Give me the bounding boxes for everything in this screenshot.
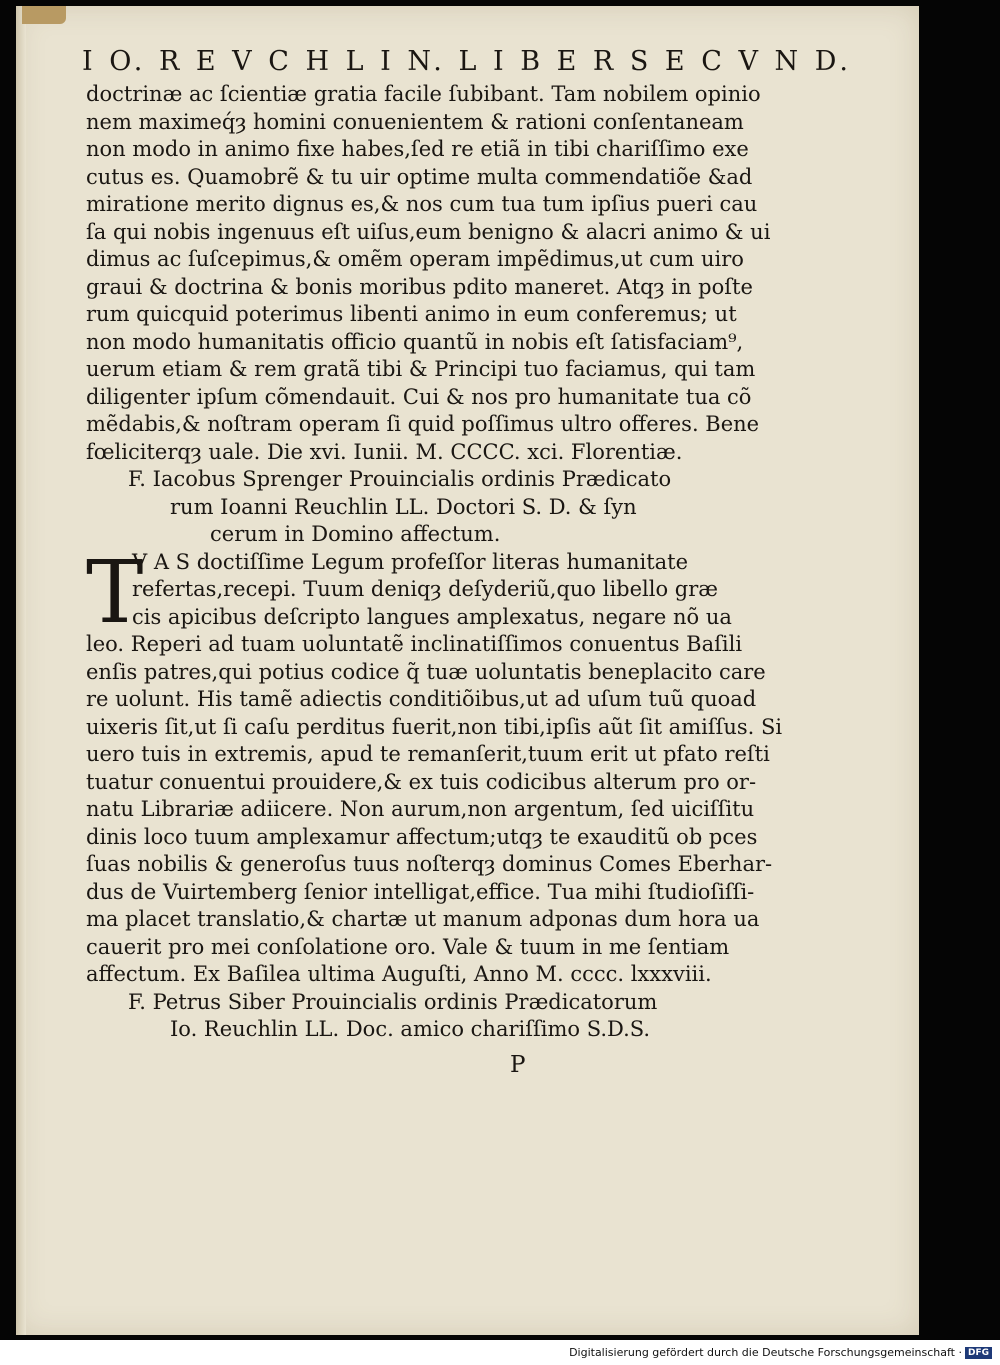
text-line: diligenter ipſum cõmendauit. Cui & nos pro humanitate tua cõ: [86, 384, 752, 409]
text-line: dus de Vuirtemberg ſenior intelligat,effice. Tua mihi ſtudioſiſſi-: [86, 879, 755, 904]
text-line: cis apicibus deſcripto langues amplexatus, negare nõ ua: [132, 604, 732, 629]
text-line: uixeris ſit,ut ſi caſu perditus fuerit,non tibi,ipſis aũt ſit amiſſus. Si: [86, 714, 783, 739]
dropcap-letter: T: [86, 542, 144, 643]
text-line: Io. Reuchlin LL. Doc. amico chariſſimo S.D.S.: [170, 1017, 651, 1041]
text-line: miratione merito dignus es,& nos cum tua tum ipſius pueri cau: [86, 192, 758, 216]
dropcap-paragraph: [72, 542, 732, 643]
page-text: [72, 46, 852, 1078]
footer-text: Digitalisierung gefördert durch die Deutsche Forschungsgemeinschaft ·: [569, 1346, 962, 1359]
text-line: ma placet translatio,& chartæ ut manum adponas dum hora ua: [86, 907, 760, 931]
text-line: V A S doctiſſime Legum profeſſor literas humanitate: [132, 549, 689, 574]
text-line: ſa qui nobis ingenuus eſt uiſus,eum benigno & alacri animo & ui: [86, 219, 771, 244]
text-line: F. Petrus Siber Prouincialis ordinis Prædicatorum: [128, 989, 658, 1014]
signature-mark: P: [510, 1051, 526, 1078]
text-line: non modo in animo fixe habes,ſed re etiã in tibi chariſſimo exe: [86, 137, 749, 161]
text-line: enſis patres,qui potius codice q̃ tuæ uoluntatis beneplacito care: [86, 659, 766, 684]
book-page: [16, 6, 919, 1335]
text-line: graui & doctrina & bonis moribus pdito maneret. Atqȝ in poſte: [86, 274, 753, 299]
text-line: doctrinæ ac ſcientiæ gratia facile ſubibant. Tam nobilem opinio: [86, 82, 761, 106]
page-edge-shadow: [16, 6, 26, 1335]
text-line: re uolunt. His tamẽ adiectis conditiõibus,ut ad uſum tuũ quoad: [86, 687, 757, 711]
text-line: fœliciterqȝ uale. Die xvi. Iunii. M. CCCC. xci. Florentiæ.: [86, 439, 683, 464]
dfg-logo: DFG: [965, 1347, 992, 1359]
text-line: leo. Reperi ad tuam uoluntatẽ inclinatiſſimos conuentus Baſili: [86, 632, 743, 656]
text-line: nem maximeq́ȝ homini conuenientem & rationi conſentaneam: [86, 109, 744, 134]
text-line: dinis loco tuum amplexamur affectum;utqȝ te exauditũ ob pces: [86, 824, 758, 849]
text-line: non modo humanitatis officio quantũ in nobis eſt ſatisfaciam⁹,: [86, 329, 744, 354]
letter-three-heading: [72, 989, 712, 1044]
text-line: rum Ioanni Reuchlin LL. Doctori S. D. & ſyn: [170, 494, 637, 519]
text-line: cauerit pro mei conſolatione oro. Vale & tuum in me ſentiam: [86, 934, 730, 959]
text-line: uerum etiam & rem gratã tibi & Principi tuo faciamus, qui tam: [86, 357, 756, 381]
footer-credit: [569, 1346, 992, 1359]
text-line: F. Iacobus Sprenger Prouincialis ordinis Prædicato: [128, 467, 672, 491]
text-line: dimus ac ſuſcepimus,& omẽm operam impẽdimus,ut cum uiro: [86, 247, 744, 271]
text-line: natu Librariæ adiicere. Non aurum,non argentum, ſed uiciſſitu: [86, 797, 755, 821]
dropcap-lines: [72, 542, 732, 643]
letter-one: [72, 81, 771, 466]
text-line: cerum in Domino affectum.: [210, 522, 501, 546]
text-line: tuatur conuentui prouidere,& ex tuis codicibus alterum pro or-: [86, 769, 757, 794]
letter-two: [72, 631, 783, 989]
text-line: mẽdabis,& noſtram operam ſi quid poſſimus ultro offeres. Bene: [86, 412, 760, 436]
text-line: rum quicquid poterimus libenti animo in eum conferemus; ut: [86, 302, 737, 326]
running-head: I O. R E V C H L I N. L I B E R S E C V N D.: [82, 46, 852, 77]
text-line: uero tuis in extremis, apud te remanſerit,tuum erit ut pfato reſti: [86, 742, 770, 766]
page-tab-marker: [22, 6, 66, 24]
text-line: refertas,recepi. Tuum deniqȝ deſyderiũ,quo libello græ: [132, 577, 719, 601]
text-line: affectum. Ex Baſilea ultima Auguſti, Anno M. cccc. lxxxviii.: [86, 962, 712, 986]
letter-two-heading: [72, 466, 712, 549]
text-line: ſuas nobilis & generoſus tuus noſterqȝ dominus Comes Eberhar-: [86, 852, 773, 876]
text-line: cutus es. Quamobrẽ & tu uir optime multa commendatiõe &ad: [86, 164, 753, 189]
